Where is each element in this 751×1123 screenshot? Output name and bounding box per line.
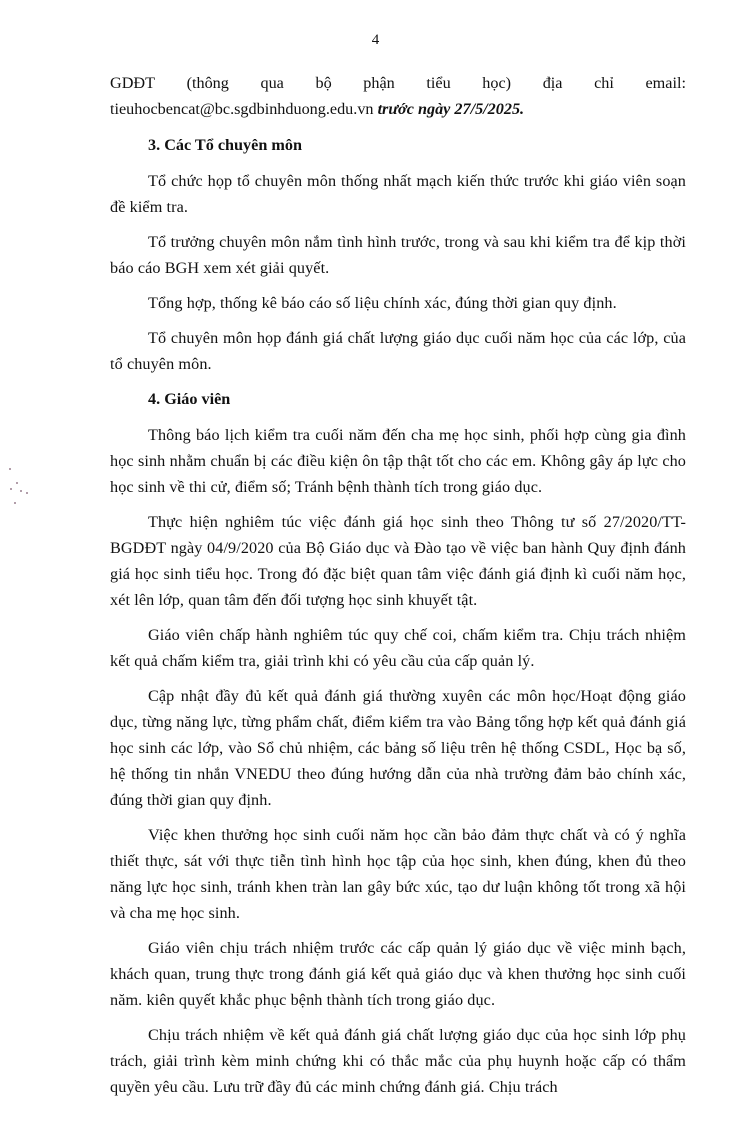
email-address: tieuhocbencat@bc.sgdbinhduong.edu.vn (110, 100, 374, 118)
section-4-paragraph: Chịu trách nhiệm về kết quả đánh giá chất lượng giáo dục của học sinh lớp phụ trách, giải trình kèm minh chứng khi có thắc mắc của phụ huynh hoặc cấp có thẩm quyền yêu cầu. Lưu trữ đầy đủ các minh chứng đánh giá. Chịu trách (110, 1026, 686, 1096)
intro-word: địa (542, 74, 563, 92)
intro-word: phận (363, 74, 395, 92)
section-4-paragraph: Giáo viên chấp hành nghiêm túc quy chế coi, chấm kiểm tra. Chịu trách nhiệm kết quả chấm kiểm tra, giải trình khi có yêu cầu của cấp quản lý. (110, 626, 686, 670)
intro-word: bộ (315, 74, 332, 92)
intro-word: học) (482, 74, 512, 92)
section-3-paragraph: Tổ chuyên môn họp đánh giá chất lượng giáo dục cuối năm học của các lớp, của tổ chuyên môn. (110, 329, 686, 373)
section-4-paragraph: Cập nhật đầy đủ kết quả đánh giá thường xuyên các môn học/Hoạt động giáo dục, từng năng lực, từng phẩm chất, điểm kiểm tra vào Bảng tổng hợp kết quả đánh giá học sinh các lớp, vào Sổ chủ nhiệm, các bảng số liệu trên hệ thống CSDL, Học bạ số, hệ thống tin nhắn VNEDU theo đúng hướng dẫn của nhà trường đảm bảo chính xác, đúng thời gian quy định. (110, 687, 686, 809)
document-body (110, 70, 686, 1109)
scan-artifact (6, 468, 36, 508)
section-4-paragraph: Giáo viên chịu trách nhiệm trước các cấp quản lý giáo dục về việc minh bạch, khách quan, trung thực trong đánh giá kết quả giáo dục và khen thưởng học sinh cuối năm. kiên quyết khắc phục bệnh thành tích trong giáo dục. (110, 939, 686, 1009)
section-4-paragraph: Thực hiện nghiêm túc việc đánh giá học sinh theo Thông tư số 27/2020/TT-BGDĐT ngày 04/9/2020 của Bộ Giáo dục và Đào tạo về việc ban hành Quy định đánh giá học sinh tiểu học. Trong đó đặc biệt quan tâm việc đánh giá định kì cuối năm học, xét lên lớp, quan tâm đến đối tượng học sinh khuyết tật. (110, 513, 686, 609)
intro-word: qua (260, 74, 284, 92)
intro-word: email: (645, 74, 686, 92)
section-4-paragraph: Việc khen thưởng học sinh cuối năm học cần bảo đảm thực chất và có ý nghĩa thiết thực, sát với thực tiễn tình hình học tập của học sinh, khen đúng, khen đủ theo năng lực học sinh, tránh khen tràn lan gây bức xúc, tạo dư luận không tốt trong xã hội và cha mẹ học sinh. (110, 826, 686, 922)
intro-word: tiểu (426, 74, 451, 92)
deadline-text: trước ngày 27/5/2025. (377, 100, 525, 118)
section-3-paragraph: Tổ trưởng chuyên môn nắm tình hình trước, trong và sau khi kiểm tra để kịp thời báo cáo BGH xem xét giải quyết. (110, 233, 686, 277)
section-3-paragraph: Tổ chức họp tổ chuyên môn thống nhất mạch kiến thức trước khi giáo viên soạn đề kiểm tra. (110, 172, 686, 216)
intro-first-line (110, 70, 686, 96)
section-4-paragraph: Thông báo lịch kiểm tra cuối năm đến cha mẹ học sinh, phối hợp cùng gia đình học sinh nhằm chuẩn bị các điều kiện ôn tập thật tốt cho các em. Không gây áp lực cho học sinh về thi cử, điểm số; Tránh bệnh thành tích trong giáo dục. (110, 426, 686, 496)
intro-word: chỉ (594, 74, 614, 92)
section-3-paragraph: Tổng hợp, thống kê báo cáo số liệu chính xác, đúng thời gian quy định. (148, 294, 617, 312)
page-number: 4 (371, 32, 380, 48)
section-3-title: 3. Các Tổ chuyên môn (148, 136, 302, 154)
intro-email-line (110, 96, 686, 122)
intro-word: (thông (186, 74, 229, 92)
intro-word: GDĐT (110, 74, 155, 92)
section-4-title: 4. Giáo viên (148, 390, 231, 408)
